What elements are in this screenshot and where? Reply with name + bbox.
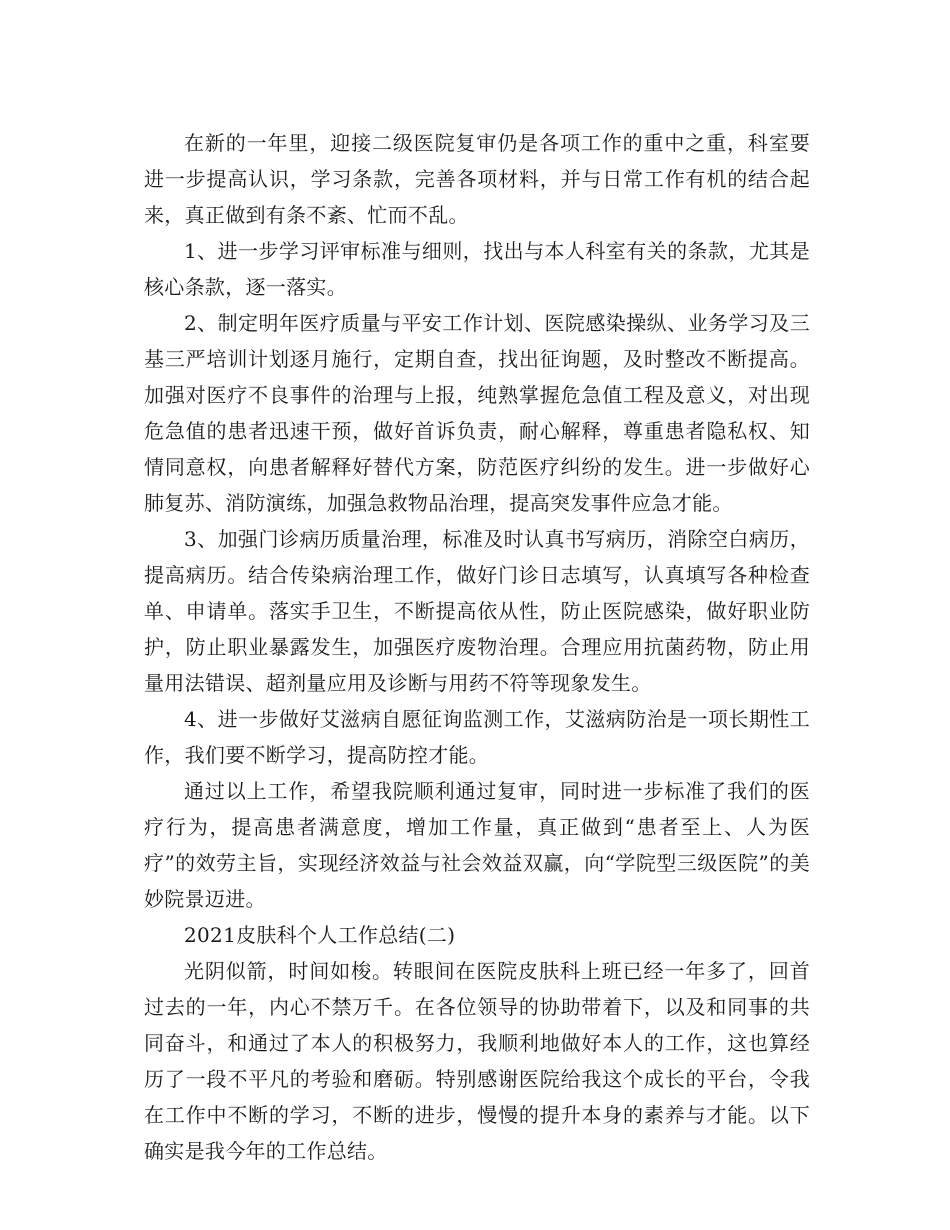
section-heading: 2021皮肤科个人工作总结(二) (184, 923, 456, 947)
paragraph-item-3: 3、加强门诊病历质量治理，标准及时认真书写病历，消除空白病历，提高病历。结合传染病治理工作，做好门诊日志填写，认真填写各种检查单、申请单。落实手卫生，不断提高依从性，防止医院感染，做好职业防护，防止职业暴露发生，加强医疗废物治理。合理应用抗菌药物，防止用量用法错误、超剂量应用及诊断与用药不符等现象发生。 (144, 527, 810, 695)
paragraph-intro: 在新的一年里，迎接二级医院复审仍是各项工作的重中之重，科室要进一步提高认识，学习条款，完善各项材料，并与日常工作有机的结合起来，真正做到有条不紊、忙而不乱。 (144, 131, 810, 227)
paragraph-item-4: 4、进一步做好艾滋病自愿征询监测工作，艾滋病防治是一项长期性工作，我们要不断学习，提高防控才能。 (144, 707, 810, 767)
paragraph-item-1: 1、进一步学习评审标准与细则，找出与本人科室有关的条款，尤其是核心条款，逐一落实。 (144, 239, 810, 299)
document-body (144, 125, 810, 1169)
paragraph-conclusion: 通过以上工作，希望我院顺利通过复审，同时进一步标准了我们的医疗行为，提高患者满意度，增加工作量，真正做到“患者至上、人为医疗”的效劳主旨，实现经济效益与社会效益双赢，向“学院型三级医院”的美妙院景迈进。 (144, 779, 810, 911)
paragraph-summary-intro: 光阴似箭，时间如梭。转眼间在医院皮肤科上班已经一年多了，回首过去的一年，内心不禁万千。在各位领导的协助带着下，以及和同事的共同奋斗，和通过了本人的积极努力，我顺利地做好本人的工作，这也算经历了一段不平凡的考验和磨砺。特别感谢医院给我这个成长的平台，令我在工作中不断的学习，不断的进步，慢慢的提升本身的素养与才能。以下确实是我今年的工作总结。 (144, 959, 810, 1163)
paragraph-item-2: 2、制定明年医疗质量与平安工作计划、医院感染操纵、业务学习及三基三严培训计划逐月施行，定期自查，找出征询题，及时整改不断提高。加强对医疗不良事件的治理与上报，纯熟掌握危急值工程及意义，对出现危急值的患者迅速干预，做好首诉负责，耐心解释，尊重患者隐私权、知情同意权，向患者解释好替代方案，防范医疗纠纷的发生。进一步做好心肺复苏、消防演练，加强急救物品治理，提高突发事件应急才能。 (144, 311, 810, 515)
